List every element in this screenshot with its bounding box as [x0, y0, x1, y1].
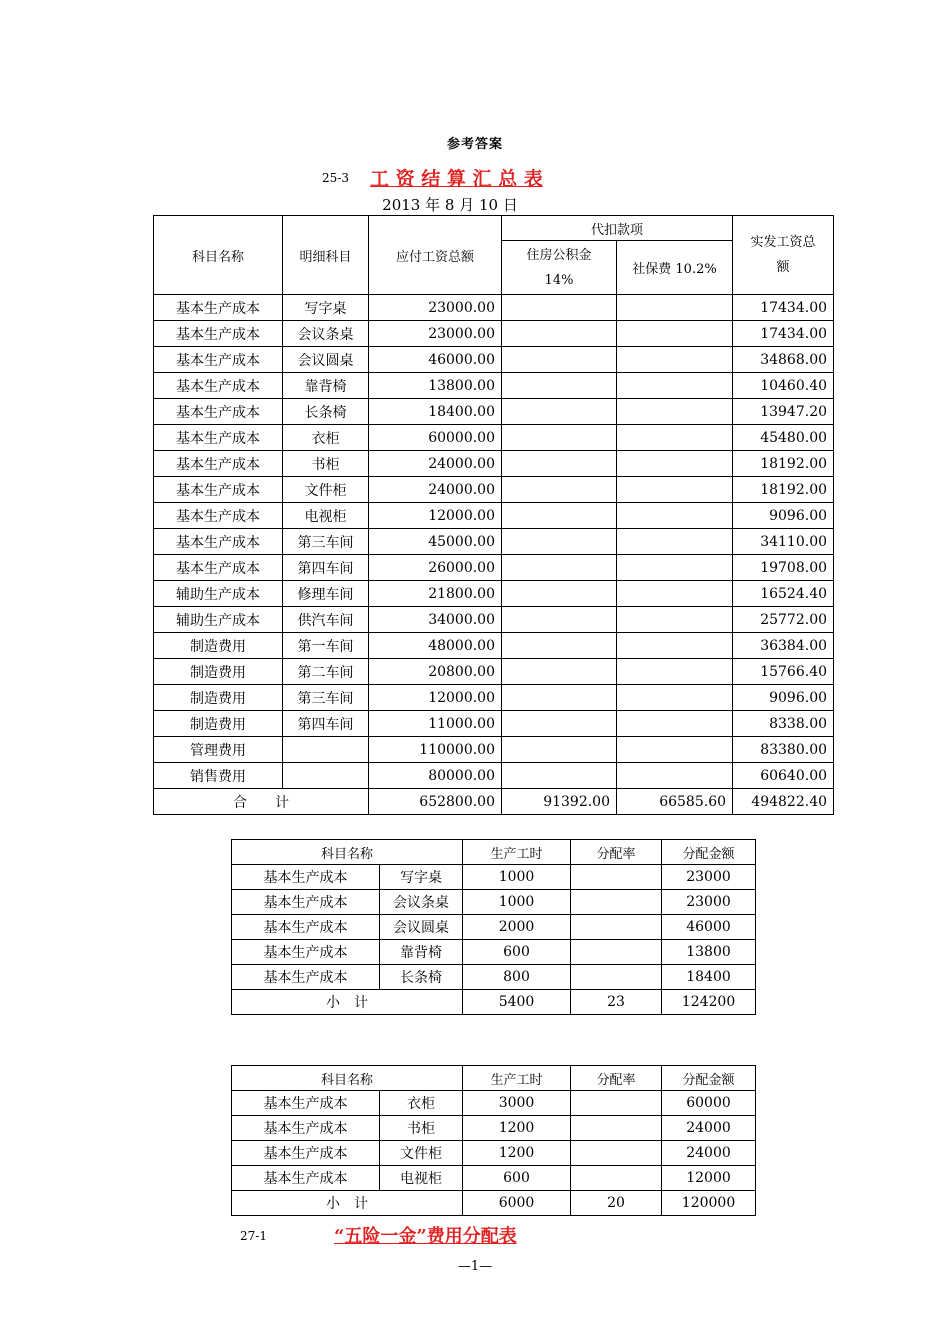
social-cell	[617, 347, 733, 373]
table-row	[154, 477, 834, 503]
actual-cell: 19708.00	[733, 555, 834, 581]
table-row	[154, 607, 834, 633]
subject-cell: 基本生产成本	[154, 555, 283, 581]
header-detail: 明细科目	[283, 216, 369, 295]
housing-cell	[502, 607, 617, 633]
payable-cell: 21800.00	[369, 581, 502, 607]
amount-cell: 23000	[662, 890, 756, 915]
salary-summary-table	[153, 215, 834, 815]
actual-cell: 13947.20	[733, 399, 834, 425]
table-row	[154, 503, 834, 529]
five-insurance-title: “五险一金”费用分配表	[334, 1226, 517, 1247]
housing-cell	[502, 685, 617, 711]
actual-cell: 17434.00	[733, 295, 834, 321]
subject-cell: 基本生产成本	[154, 477, 283, 503]
amount-cell: 60000	[662, 1091, 756, 1116]
salary-table-date: 2013 年 8 月 10 日	[382, 196, 518, 214]
social-cell	[617, 685, 733, 711]
payable-cell: 45000.00	[369, 529, 502, 555]
alloc2-subtotal-label: 小 计	[232, 1191, 463, 1216]
five-insurance-code: 27-1	[240, 1229, 267, 1243]
detail-cell: 第二车间	[283, 659, 369, 685]
detail-cell	[283, 737, 369, 763]
table-row	[154, 685, 834, 711]
detail-cell: 写字桌	[380, 865, 463, 890]
housing-cell	[502, 295, 617, 321]
detail-cell: 书柜	[283, 451, 369, 477]
table-row	[154, 633, 834, 659]
payable-cell: 13800.00	[369, 373, 502, 399]
rate-cell	[571, 865, 662, 890]
actual-cell: 9096.00	[733, 685, 834, 711]
payable-cell: 11000.00	[369, 711, 502, 737]
table-row	[232, 1091, 756, 1116]
amount-cell: 24000	[662, 1116, 756, 1141]
subject-cell: 基本生产成本	[232, 940, 380, 965]
table-row	[154, 451, 834, 477]
subject-cell: 基本生产成本	[232, 1166, 380, 1191]
total-social: 66585.60	[617, 789, 733, 815]
social-cell	[617, 321, 733, 347]
alloc1-subtotal-amount: 124200	[662, 990, 756, 1015]
housing-cell	[502, 451, 617, 477]
table-row	[232, 965, 756, 990]
detail-cell: 第四车间	[283, 555, 369, 581]
alloc2-subtotal-row	[232, 1191, 756, 1216]
payable-cell: 80000.00	[369, 763, 502, 789]
payable-cell: 20800.00	[369, 659, 502, 685]
housing-cell	[502, 321, 617, 347]
hours-cell: 1000	[463, 865, 571, 890]
housing-cell	[502, 529, 617, 555]
detail-cell: 靠背椅	[283, 373, 369, 399]
subject-cell: 基本生产成本	[154, 373, 283, 399]
actual-cell: 8338.00	[733, 711, 834, 737]
subject-cell: 基本生产成本	[232, 1116, 380, 1141]
alloc1-header-amount: 分配金额	[662, 840, 756, 865]
detail-cell: 第三车间	[283, 529, 369, 555]
subject-cell: 基本生产成本	[232, 865, 380, 890]
social-cell	[617, 295, 733, 321]
rate-cell	[571, 1166, 662, 1191]
payable-cell: 12000.00	[369, 685, 502, 711]
alloc1-header-rate: 分配率	[571, 840, 662, 865]
subject-cell: 基本生产成本	[154, 399, 283, 425]
table-row	[232, 865, 756, 890]
subject-cell: 基本生产成本	[154, 425, 283, 451]
table-row	[154, 529, 834, 555]
actual-cell: 83380.00	[733, 737, 834, 763]
amount-cell: 18400	[662, 965, 756, 990]
housing-cell	[502, 347, 617, 373]
housing-cell	[502, 763, 617, 789]
actual-cell: 16524.40	[733, 581, 834, 607]
header-actual-line1: 实发工资总	[750, 235, 816, 250]
subject-cell: 销售费用	[154, 763, 283, 789]
table-row	[154, 659, 834, 685]
table-row	[154, 555, 834, 581]
allocation-table-2	[231, 1065, 756, 1216]
subject-cell: 基本生产成本	[154, 503, 283, 529]
social-cell	[617, 555, 733, 581]
total-payable: 652800.00	[369, 789, 502, 815]
amount-cell: 13800	[662, 940, 756, 965]
detail-cell: 文件柜	[283, 477, 369, 503]
subject-cell: 基本生产成本	[232, 890, 380, 915]
alloc1-subtotal-hours: 5400	[463, 990, 571, 1015]
social-cell	[617, 425, 733, 451]
detail-cell: 会议条桌	[283, 321, 369, 347]
social-cell	[617, 373, 733, 399]
table-row	[154, 399, 834, 425]
social-cell	[617, 607, 733, 633]
social-cell	[617, 763, 733, 789]
social-cell	[617, 711, 733, 737]
table-row	[232, 1116, 756, 1141]
payable-cell: 24000.00	[369, 477, 502, 503]
alloc2-header-subject: 科目名称	[232, 1066, 463, 1091]
table-row	[232, 890, 756, 915]
hours-cell: 3000	[463, 1091, 571, 1116]
actual-cell: 18192.00	[733, 451, 834, 477]
table-row	[232, 1166, 756, 1191]
alloc1-subtotal-label: 小 计	[232, 990, 463, 1015]
payable-cell: 23000.00	[369, 321, 502, 347]
hours-cell: 1200	[463, 1116, 571, 1141]
header-subject: 科目名称	[154, 216, 283, 295]
social-cell	[617, 477, 733, 503]
detail-cell: 书柜	[380, 1116, 463, 1141]
actual-cell: 10460.40	[733, 373, 834, 399]
payable-cell: 12000.00	[369, 503, 502, 529]
detail-cell: 文件柜	[380, 1141, 463, 1166]
detail-cell: 修理车间	[283, 581, 369, 607]
alloc2-header-amount: 分配金额	[662, 1066, 756, 1091]
rate-cell	[571, 1091, 662, 1116]
actual-cell: 18192.00	[733, 477, 834, 503]
header-social: 社保费 10.2%	[617, 241, 733, 295]
amount-cell: 24000	[662, 1141, 756, 1166]
rate-cell	[571, 1141, 662, 1166]
subject-cell: 基本生产成本	[154, 451, 283, 477]
rate-cell	[571, 890, 662, 915]
header-deductions: 代扣款项	[502, 216, 733, 241]
detail-cell: 第三车间	[283, 685, 369, 711]
answer-heading: 参考答案	[446, 137, 503, 152]
hours-cell: 600	[463, 940, 571, 965]
detail-cell: 电视柜	[283, 503, 369, 529]
amount-cell: 46000	[662, 915, 756, 940]
detail-cell: 第一车间	[283, 633, 369, 659]
alloc1-subtotal-rate: 23	[571, 990, 662, 1015]
detail-cell: 写字桌	[283, 295, 369, 321]
header-housing-label: 住房公积金	[526, 247, 592, 263]
payable-cell: 60000.00	[369, 425, 502, 451]
actual-cell: 60640.00	[733, 763, 834, 789]
table-row	[154, 425, 834, 451]
salary-table-code: 25-3	[322, 171, 349, 185]
detail-cell: 长条椅	[380, 965, 463, 990]
subject-cell: 制造费用	[154, 685, 283, 711]
subject-cell: 基本生产成本	[154, 347, 283, 373]
table-row	[154, 321, 834, 347]
subject-cell: 基本生产成本	[232, 1091, 380, 1116]
detail-cell: 衣柜	[283, 425, 369, 451]
subject-cell: 基本生产成本	[154, 529, 283, 555]
hours-cell: 2000	[463, 915, 571, 940]
total-actual: 494822.40	[733, 789, 834, 815]
payable-cell: 34000.00	[369, 607, 502, 633]
housing-cell	[502, 425, 617, 451]
detail-cell: 第四车间	[283, 711, 369, 737]
detail-cell: 长条椅	[283, 399, 369, 425]
amount-cell: 23000	[662, 865, 756, 890]
payable-cell: 26000.00	[369, 555, 502, 581]
detail-cell: 会议条桌	[380, 890, 463, 915]
subject-cell: 辅助生产成本	[154, 607, 283, 633]
table-row	[154, 711, 834, 737]
payable-cell: 48000.00	[369, 633, 502, 659]
header-payable: 应付工资总额	[369, 216, 502, 295]
actual-cell: 34868.00	[733, 347, 834, 373]
table-row	[154, 347, 834, 373]
housing-cell	[502, 659, 617, 685]
detail-cell	[283, 763, 369, 789]
table-row	[154, 373, 834, 399]
subject-cell: 制造费用	[154, 659, 283, 685]
actual-cell: 9096.00	[733, 503, 834, 529]
actual-cell: 34110.00	[733, 529, 834, 555]
detail-cell: 衣柜	[380, 1091, 463, 1116]
housing-cell	[502, 555, 617, 581]
alloc1-subtotal-row	[232, 990, 756, 1015]
payable-cell: 23000.00	[369, 295, 502, 321]
actual-cell: 15766.40	[733, 659, 834, 685]
payable-cell: 46000.00	[369, 347, 502, 373]
housing-cell	[502, 477, 617, 503]
allocation-table-1	[231, 839, 756, 1015]
subject-cell: 基本生产成本	[232, 1141, 380, 1166]
table-row	[232, 1141, 756, 1166]
hours-cell: 1200	[463, 1141, 571, 1166]
subject-cell: 基本生产成本	[232, 915, 380, 940]
header-actual	[733, 216, 834, 295]
amount-cell: 12000	[662, 1166, 756, 1191]
social-cell	[617, 451, 733, 477]
table-row	[154, 581, 834, 607]
social-cell	[617, 529, 733, 555]
header-housing-rate: 14%	[544, 272, 574, 288]
subject-cell: 基本生产成本	[232, 965, 380, 990]
actual-cell: 25772.00	[733, 607, 834, 633]
alloc1-header-hours: 生产工时	[463, 840, 571, 865]
rate-cell	[571, 915, 662, 940]
detail-cell: 靠背椅	[380, 940, 463, 965]
table-row	[232, 915, 756, 940]
table-row	[154, 763, 834, 789]
detail-cell: 供汽车间	[283, 607, 369, 633]
housing-cell	[502, 633, 617, 659]
housing-cell	[502, 581, 617, 607]
total-row	[154, 789, 834, 815]
subject-cell: 基本生产成本	[154, 295, 283, 321]
actual-cell: 17434.00	[733, 321, 834, 347]
rate-cell	[571, 1116, 662, 1141]
alloc1-header-subject: 科目名称	[232, 840, 463, 865]
subject-cell: 制造费用	[154, 633, 283, 659]
rate-cell	[571, 965, 662, 990]
actual-cell: 45480.00	[733, 425, 834, 451]
detail-cell: 会议圆桌	[283, 347, 369, 373]
housing-cell	[502, 711, 617, 737]
payable-cell: 18400.00	[369, 399, 502, 425]
salary-table-title: 工 资 结 算 汇 总 表	[370, 168, 543, 190]
hours-cell: 1000	[463, 890, 571, 915]
social-cell	[617, 659, 733, 685]
total-housing: 91392.00	[502, 789, 617, 815]
total-label: 合 计	[154, 789, 369, 815]
hours-cell: 800	[463, 965, 571, 990]
subject-cell: 基本生产成本	[154, 321, 283, 347]
actual-cell: 36384.00	[733, 633, 834, 659]
subject-cell: 制造费用	[154, 711, 283, 737]
alloc2-header-hours: 生产工时	[463, 1066, 571, 1091]
page-number: —1—	[457, 1259, 493, 1274]
alloc2-subtotal-rate: 20	[571, 1191, 662, 1216]
detail-cell: 电视柜	[380, 1166, 463, 1191]
table-row	[154, 737, 834, 763]
alloc2-subtotal-hours: 6000	[463, 1191, 571, 1216]
alloc2-subtotal-amount: 120000	[662, 1191, 756, 1216]
social-cell	[617, 633, 733, 659]
header-actual-line2: 额	[776, 260, 790, 275]
housing-cell	[502, 399, 617, 425]
housing-cell	[502, 373, 617, 399]
rate-cell	[571, 940, 662, 965]
social-cell	[617, 503, 733, 529]
housing-cell	[502, 503, 617, 529]
social-cell	[617, 399, 733, 425]
hours-cell: 600	[463, 1166, 571, 1191]
table-row	[232, 940, 756, 965]
alloc2-header-rate: 分配率	[571, 1066, 662, 1091]
subject-cell: 辅助生产成本	[154, 581, 283, 607]
social-cell	[617, 737, 733, 763]
detail-cell: 会议圆桌	[380, 915, 463, 940]
table-row	[154, 295, 834, 321]
header-housing-fund	[502, 241, 617, 295]
social-cell	[617, 581, 733, 607]
payable-cell: 24000.00	[369, 451, 502, 477]
subject-cell: 管理费用	[154, 737, 283, 763]
payable-cell: 110000.00	[369, 737, 502, 763]
housing-cell	[502, 737, 617, 763]
